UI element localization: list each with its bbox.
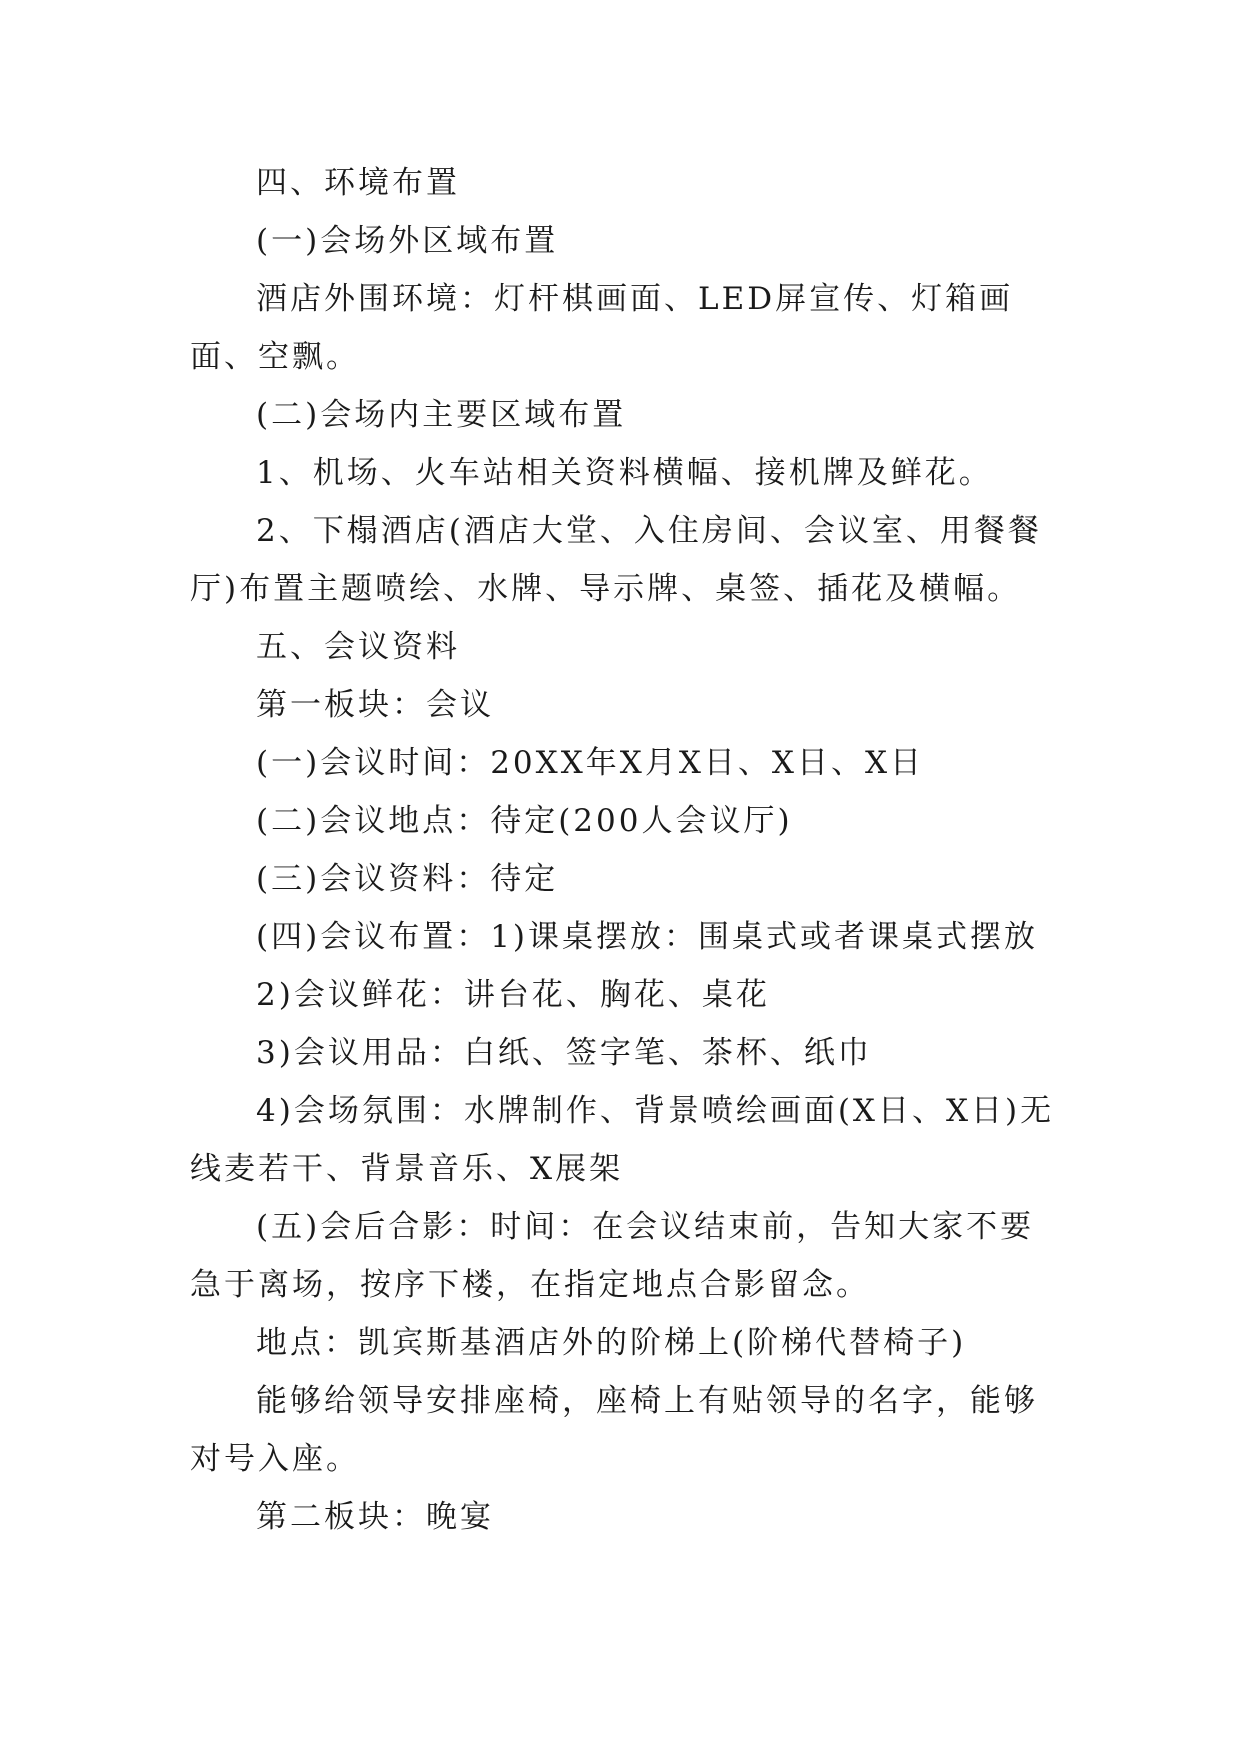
section-heading-environment: 四、环境布置 — [256, 165, 460, 201]
meeting-layout-desks: (四)会议布置：1)课桌摆放：围桌式或者课桌式摆放 — [256, 919, 1039, 955]
paragraph-hotel-exterior: 酒店外围环境：灯杆棋画面、LED屏宣传、灯箱画面、空飘。 — [190, 281, 1014, 375]
meeting-time: (一)会议时间：20XX年X月X日、X日、X日 — [256, 745, 925, 781]
section-heading-materials: 五、会议资料 — [256, 629, 460, 665]
meeting-location: (二)会议地点：待定(200人会议厅) — [256, 803, 793, 839]
group-photo-location: 地点：凯宾斯基酒店外的阶梯上(阶梯代替椅子) — [256, 1325, 967, 1361]
block-heading-dinner: 第二板块：晚宴 — [256, 1499, 494, 1535]
meeting-supplies: 3)会议用品：白纸、签字笔、茶杯、纸巾 — [256, 1035, 872, 1071]
meeting-atmosphere: 4)会场氛围：水牌制作、背景喷绘画面(X日、X日)无线麦若干、背景音乐、X展架 — [190, 1093, 1055, 1187]
document-body — [190, 154, 1060, 1546]
group-photo-seating: 能够给领导安排座椅，座椅上有贴领导的名字，能够对号入座。 — [190, 1383, 1038, 1477]
group-photo-time: (五)会后合影：时间：在会议结束前，告知大家不要急于离场，按序下楼，在指定地点合影留念。 — [190, 1209, 1035, 1303]
list-item-airport: 1、机场、火车站相关资料横幅、接机牌及鲜花。 — [256, 455, 993, 491]
meeting-flowers: 2)会议鲜花：讲台花、胸花、桌花 — [256, 977, 770, 1013]
meeting-materials: (三)会议资料：待定 — [256, 861, 559, 897]
subheading-inside-venue: (二)会场内主要区域布置 — [256, 397, 627, 433]
list-item-hotel: 2、下榻酒店(酒店大堂、入住房间、会议室、用餐餐厅)布置主题喷绘、水牌、导示牌、桌签、插花及横幅。 — [190, 513, 1042, 607]
block-heading-meeting: 第一板块：会议 — [256, 687, 494, 723]
subheading-outside-venue: (一)会场外区域布置 — [256, 223, 559, 259]
